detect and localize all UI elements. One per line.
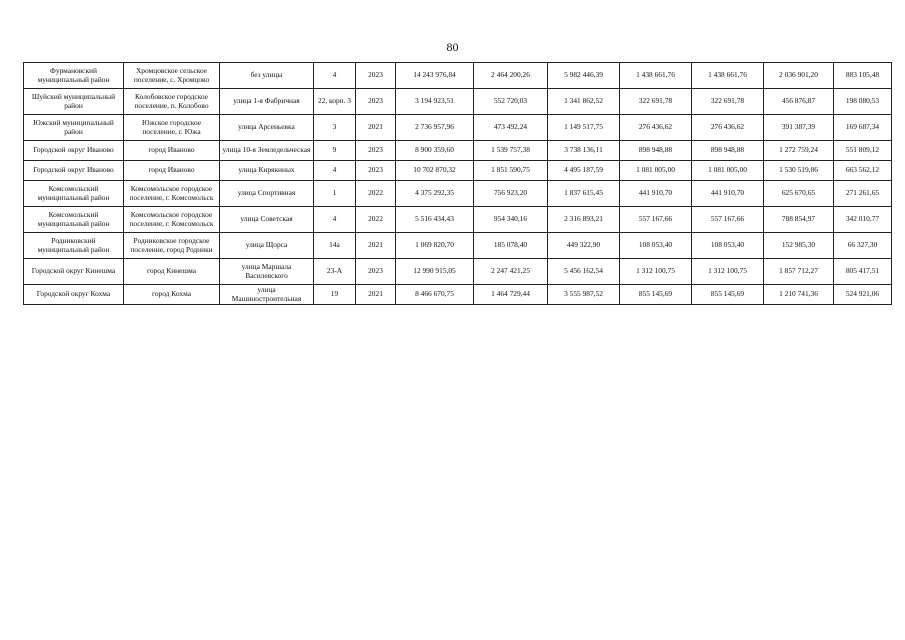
total-cost-cell: 2 736 957,96: [396, 115, 474, 141]
street-cell: улица Арсеньевка: [220, 115, 314, 141]
municipality-cell: Родниковский муниципальный район: [24, 233, 124, 259]
house-number-cell: 14а: [314, 233, 356, 259]
table-row: [24, 115, 892, 141]
housing-repair-table: [23, 62, 892, 305]
municipality-cell: Фурмановский муниципальный район: [24, 63, 124, 89]
house-number-cell: 23-А: [314, 259, 356, 285]
cost-col-7-cell: 473 492,24: [474, 115, 548, 141]
cost-col-12-cell: 169 687,34: [834, 115, 892, 141]
cost-col-7-cell: 1 464 729,44: [474, 285, 548, 305]
cost-col-10-cell: 557 167,66: [692, 207, 764, 233]
cost-col-10-cell: 1 438 661,76: [692, 63, 764, 89]
street-cell: улица Кирякиных: [220, 161, 314, 181]
year-cell: 2021: [356, 233, 396, 259]
year-cell: 2022: [356, 207, 396, 233]
cost-col-7-cell: 2 464 200,26: [474, 63, 548, 89]
street-cell: без улицы: [220, 63, 314, 89]
total-cost-cell: 14 243 976,84: [396, 63, 474, 89]
cost-col-9-cell: 108 053,40: [620, 233, 692, 259]
settlement-cell: Комсомольское городское поселение, г. Комсомольск: [124, 207, 220, 233]
house-number-cell: 3: [314, 115, 356, 141]
table-row: [24, 63, 892, 89]
total-cost-cell: 3 194 923,51: [396, 89, 474, 115]
total-cost-cell: 8 900 359,60: [396, 141, 474, 161]
house-number-cell: 9: [314, 141, 356, 161]
house-number-cell: 19: [314, 285, 356, 305]
municipality-cell: Городской округ Кохма: [24, 285, 124, 305]
cost-col-11-cell: 2 036 901,20: [764, 63, 834, 89]
cost-col-9-cell: 1 312 100,75: [620, 259, 692, 285]
table-row: [24, 259, 892, 285]
cost-col-11-cell: 456 876,87: [764, 89, 834, 115]
cost-col-12-cell: 271 261,65: [834, 181, 892, 207]
cost-col-12-cell: 805 417,51: [834, 259, 892, 285]
total-cost-cell: 1 069 820,70: [396, 233, 474, 259]
cost-col-11-cell: 152 985,30: [764, 233, 834, 259]
table-row: [24, 207, 892, 233]
cost-col-8-cell: 3 738 136,11: [548, 141, 620, 161]
cost-col-11-cell: 625 670,65: [764, 181, 834, 207]
settlement-cell: город Иваново: [124, 141, 220, 161]
house-number-cell: 4: [314, 207, 356, 233]
total-cost-cell: 10 702 870,32: [396, 161, 474, 181]
cost-col-9-cell: 322 691,78: [620, 89, 692, 115]
cost-col-11-cell: 1 272 759,24: [764, 141, 834, 161]
cost-col-9-cell: 276 436,62: [620, 115, 692, 141]
page-number: 80: [446, 40, 459, 54]
cost-col-8-cell: 3 555 987,52: [548, 285, 620, 305]
cost-col-10-cell: 276 436,62: [692, 115, 764, 141]
year-cell: 2023: [356, 259, 396, 285]
year-cell: 2021: [356, 285, 396, 305]
cost-col-12-cell: 524 921,06: [834, 285, 892, 305]
municipality-cell: Шуйский муниципальный район: [24, 89, 124, 115]
year-cell: 2022: [356, 181, 396, 207]
year-cell: 2023: [356, 63, 396, 89]
cost-col-8-cell: 5 982 446,39: [548, 63, 620, 89]
cost-col-8-cell: 449 322,90: [548, 233, 620, 259]
cost-col-10-cell: 1 312 100,75: [692, 259, 764, 285]
cost-col-12-cell: 883 105,48: [834, 63, 892, 89]
cost-col-12-cell: 663 562,12: [834, 161, 892, 181]
cost-col-8-cell: 4 495 187,59: [548, 161, 620, 181]
municipality-cell: Городской округ Иваново: [24, 141, 124, 161]
cost-col-9-cell: 898 948,88: [620, 141, 692, 161]
total-cost-cell: 4 375 292,35: [396, 181, 474, 207]
table-row: [24, 161, 892, 181]
settlement-cell: город Кинешма: [124, 259, 220, 285]
house-number-cell: 1: [314, 181, 356, 207]
table-row: [24, 285, 892, 305]
cost-col-8-cell: 5 456 162,54: [548, 259, 620, 285]
street-cell: улица Щорса: [220, 233, 314, 259]
cost-col-11-cell: 1 530 519,86: [764, 161, 834, 181]
cost-col-11-cell: 1 857 712,27: [764, 259, 834, 285]
municipality-cell: Комсомольский муниципальный район: [24, 207, 124, 233]
cost-col-10-cell: 108 053,40: [692, 233, 764, 259]
year-cell: 2023: [356, 89, 396, 115]
street-cell: улица 1-я Фабричная: [220, 89, 314, 115]
cost-col-12-cell: 551 809,12: [834, 141, 892, 161]
cost-col-11-cell: 788 854,97: [764, 207, 834, 233]
house-number-cell: 22, корп. 3: [314, 89, 356, 115]
cost-col-7-cell: 756 923,20: [474, 181, 548, 207]
settlement-cell: Колобовское городское поселение, п. Колобово: [124, 89, 220, 115]
table-row: [24, 233, 892, 259]
house-number-cell: 4: [314, 161, 356, 181]
cost-col-9-cell: 557 167,66: [620, 207, 692, 233]
cost-col-7-cell: 185 078,40: [474, 233, 548, 259]
year-cell: 2023: [356, 161, 396, 181]
cost-col-8-cell: 1 837 615,45: [548, 181, 620, 207]
table-row: [24, 141, 892, 161]
cost-col-8-cell: 1 341 862,52: [548, 89, 620, 115]
table-row: [24, 89, 892, 115]
cost-col-9-cell: 441 910,70: [620, 181, 692, 207]
municipality-cell: Комсомольский муниципальный район: [24, 181, 124, 207]
cost-col-8-cell: 2 316 893,21: [548, 207, 620, 233]
settlement-cell: Родниковское городское поселение, город Родники: [124, 233, 220, 259]
cost-col-7-cell: 1 851 590,75: [474, 161, 548, 181]
cost-col-7-cell: 2 247 421,25: [474, 259, 548, 285]
cost-col-9-cell: 855 145,69: [620, 285, 692, 305]
cost-col-7-cell: 954 340,16: [474, 207, 548, 233]
cost-col-8-cell: 1 149 517,75: [548, 115, 620, 141]
street-cell: улица Машиностроительная: [220, 285, 314, 305]
cost-col-10-cell: 322 691,78: [692, 89, 764, 115]
total-cost-cell: 8 466 670,75: [396, 285, 474, 305]
street-cell: улица Советская: [220, 207, 314, 233]
street-cell: улица Маршала Василевского: [220, 259, 314, 285]
year-cell: 2023: [356, 141, 396, 161]
cost-col-10-cell: 855 145,69: [692, 285, 764, 305]
cost-col-9-cell: 1 438 661,76: [620, 63, 692, 89]
settlement-cell: город Кохма: [124, 285, 220, 305]
cost-col-10-cell: 1 081 005,00: [692, 161, 764, 181]
cost-col-12-cell: 342 010,77: [834, 207, 892, 233]
table-row: [24, 181, 892, 207]
settlement-cell: Южское городское поселение, г. Южа: [124, 115, 220, 141]
house-number-cell: 4: [314, 63, 356, 89]
cost-col-11-cell: 1 210 741,36: [764, 285, 834, 305]
street-cell: улица Спортивная: [220, 181, 314, 207]
cost-col-12-cell: 66 327,30: [834, 233, 892, 259]
cost-col-12-cell: 198 080,53: [834, 89, 892, 115]
settlement-cell: Комсомольское городское поселение, г. Комсомольск: [124, 181, 220, 207]
settlement-cell: город Иваново: [124, 161, 220, 181]
cost-col-10-cell: 898 948,88: [692, 141, 764, 161]
municipality-cell: Городской округ Кинешма: [24, 259, 124, 285]
street-cell: улица 10-я Земледельческая: [220, 141, 314, 161]
cost-col-11-cell: 391 387,39: [764, 115, 834, 141]
cost-col-7-cell: 552 720,03: [474, 89, 548, 115]
total-cost-cell: 12 990 915,05: [396, 259, 474, 285]
cost-col-9-cell: 1 081 005,00: [620, 161, 692, 181]
cost-col-7-cell: 1 539 757,38: [474, 141, 548, 161]
cost-col-10-cell: 441 910,70: [692, 181, 764, 207]
year-cell: 2021: [356, 115, 396, 141]
municipality-cell: Городской округ Иваново: [24, 161, 124, 181]
total-cost-cell: 5 516 434,43: [396, 207, 474, 233]
settlement-cell: Хромцовское сельское поселение, с. Хромцово: [124, 63, 220, 89]
municipality-cell: Южский муниципальный район: [24, 115, 124, 141]
